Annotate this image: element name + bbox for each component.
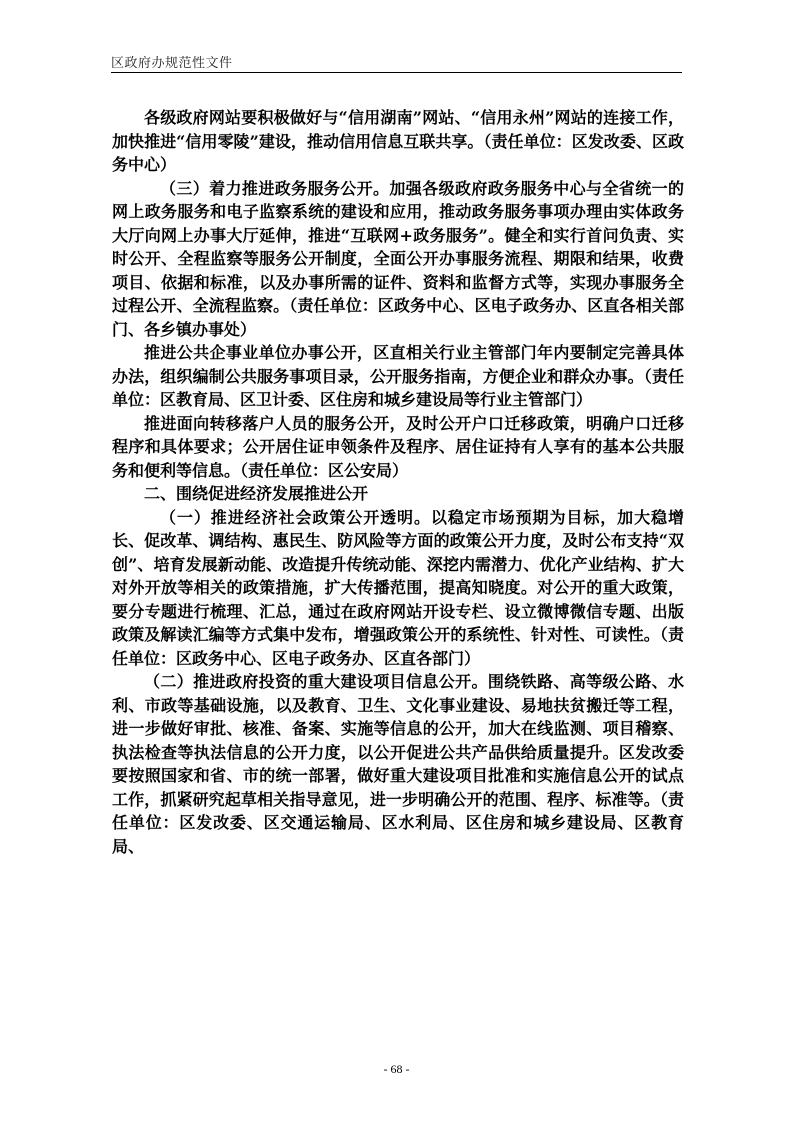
- paragraph-investment-projects: （二）推进政府投资的重大建设项目信息公开。围绕铁路、高等级公路、水利、市政等基础设施，以及教育、卫生、文化事业建设、易地扶贫搬迁等工程，进一步做好审批、核准、备案、实施等信息的公开，加大在线监测、项目稽察、执法检查等执法信息的公开力度，以公开促进公共产品供给质量提升。区发改委要按照国家和省、市的统一部署，做好重大建设项目批准和实施信息公开的试点工作，抓紧研究起草相关指导意见，进一步明确公开的范围、程序、标准等。（责任单位：区发改委、区交通运输局、区水利局、区住房和城乡建设局、区教育局、: [112, 672, 684, 856]
- page-number: - 68 -: [383, 1062, 410, 1076]
- paragraph-public-enterprise: 推进公共企事业单位办事公开，区直相关行业主管部门年内要制定完善具体办法，组织编制公共服务事项目录，公开服务指南，方便企业和群众办事。（责任单位：区教育局、区卫计委、区住房和城乡建设局等行业主管部门）: [112, 343, 684, 409]
- paragraph-economic-policy: （一）推进经济社会政策公开透明。以稳定市场预期为目标，加大稳增长、促改革、调结构、惠民生、防风险等方面的政策公开力度，及时公布支持“双创”、培育发展新动能、改造提升传统动能、深挖内需潜力、优化产业结构、扩大对外开放等相关的政策措施，扩大传播范围，提高知晓度。对公开的重大政策，要分专题进行梳理、汇总，通过在政府网站开设专栏、设立微博微信专题、出版政策及解读汇编等方式集中发布，增强政策公开的系统性、针对性、可读性。（责任单位：区政务中心、区电子政务办、区直各部门）: [112, 507, 684, 668]
- document-body: [112, 106, 684, 858]
- paragraph-migrant-services: 推进面向转移落户人员的服务公开，及时公开户口迁移政策，明确户口迁移程序和具体要求；公开居住证申领条件及程序、居住证持有人享有的基本公共服务和便利等信息。（责任单位：区公安局）: [112, 413, 684, 480]
- paragraph-government-service: （三）着力推进政务服务公开。加强各级政府政务服务中心与全省统一的网上政务服务和电子监察系统的建设和应用，推动政务服务事项办理由实体政务大厅向网上办事大厅延伸，推进“互联网+政务服务”。健全和实行首问负责、实时公开、全程监察等服务公开制度，全面公开办事服务流程、期限和结果，收费项目、依据和标准，以及办事所需的证件、资料和监督方式等，实现办事服务全过程公开、全流程监察。（责任单位：区政务中心、区电子政务办、区直各相关部门、各乡镇办事处）: [112, 178, 684, 339]
- header-divider: [111, 72, 682, 73]
- document-header: 区政府办规范性文件: [111, 56, 233, 71]
- paragraph-website-linking: 各级政府网站要积极做好与“信用湖南”网站、“信用永州”网站的连接工作，加快推进“信用零陵”建设，推动信用信息互联共享。（责任单位：区发改委、区政务中心）: [112, 108, 684, 174]
- section-heading-economic: 二、围绕促进经济发展推进公开: [144, 484, 369, 503]
